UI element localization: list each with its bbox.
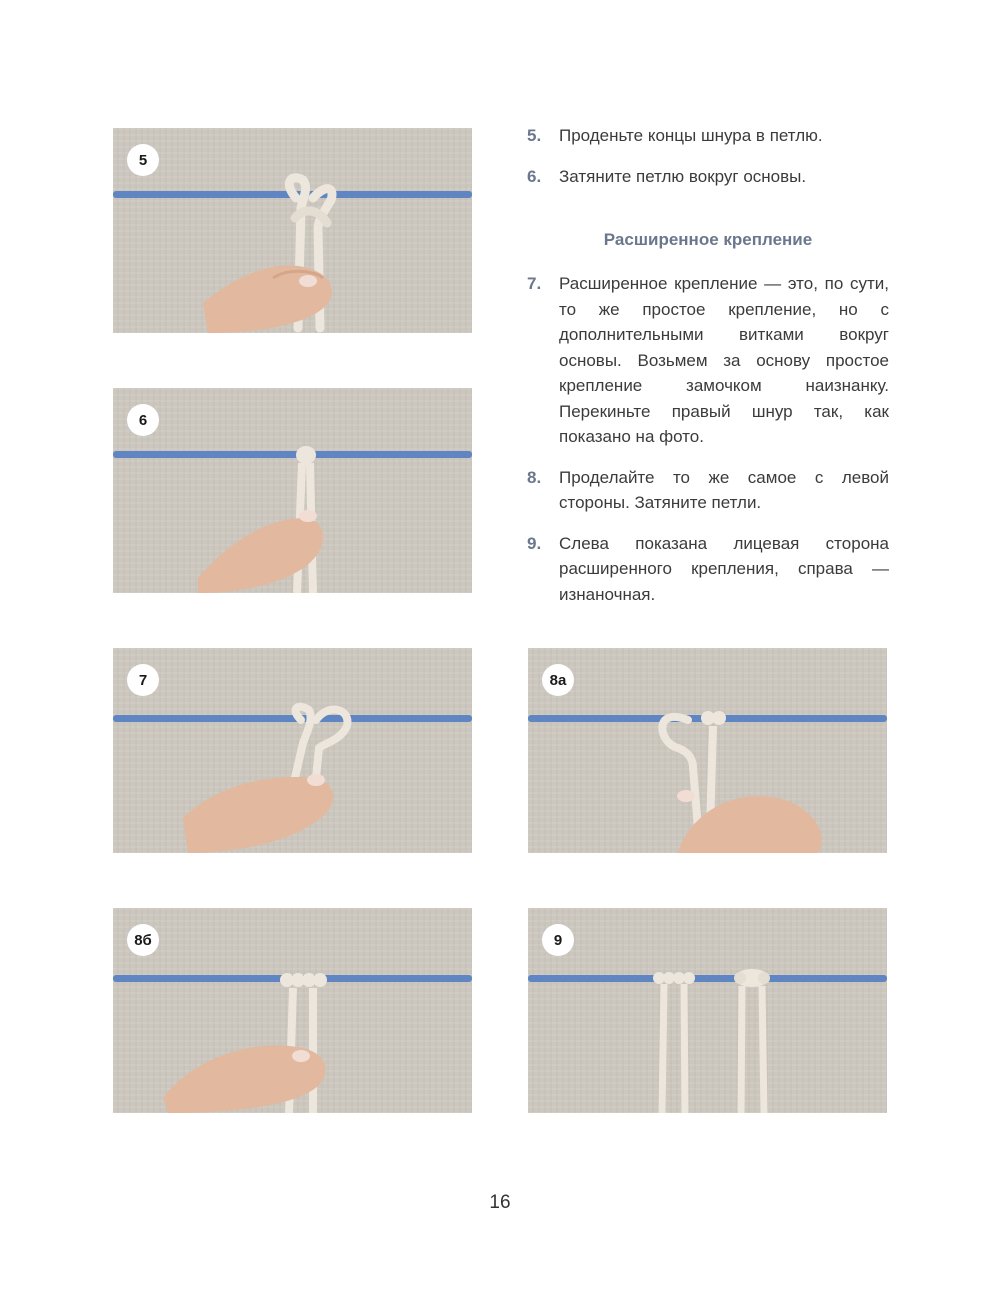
- section-title: Расширенное крепление: [603, 230, 813, 249]
- step-badge: 7: [127, 664, 159, 696]
- photo-step-9: [528, 908, 887, 1113]
- photo-image: [113, 648, 472, 853]
- photo-image: [113, 908, 472, 1113]
- page-number: 16: [489, 1192, 511, 1213]
- step-text: Расширенное крепление — это, по сути, то же простое крепление, но с дополнительными витками вокруг основы. Возьмем за основу простое крепление замочком наизнанку. Перекиньте правый шнур так, как показано на фото.: [559, 274, 889, 446]
- step-text: Проденьте концы шнура в петлю.: [559, 126, 823, 145]
- step-item: [527, 164, 889, 190]
- step-item: [527, 271, 889, 450]
- photo-step-6: [113, 388, 472, 593]
- step-item: [527, 465, 889, 516]
- step-badge: 8а: [542, 664, 574, 696]
- step-number: 5.: [527, 126, 542, 145]
- photo-step-5: [113, 128, 472, 333]
- step-badge: 6: [127, 404, 159, 436]
- step-text: Слева показана лицевая сторона расширенного крепления, справа — изнаночная.: [559, 533, 889, 604]
- step-text: Затяните петлю вокруг основы.: [559, 166, 807, 186]
- photo-step-7: [113, 648, 472, 853]
- step-badge: 5: [127, 144, 159, 176]
- photo-image: [528, 908, 887, 1113]
- step-item: [527, 123, 889, 149]
- step-number: 6.: [527, 166, 542, 186]
- photo-image: [528, 648, 887, 853]
- step-badge: 8б: [127, 924, 159, 956]
- photo-step-8a: [528, 648, 887, 853]
- photo-image: [113, 128, 472, 333]
- step-number: 9.: [527, 533, 542, 553]
- step-item: [527, 531, 889, 608]
- steps-top: [527, 123, 889, 189]
- step-number: 7.: [527, 274, 542, 293]
- step-badge: 9: [542, 924, 574, 956]
- steps-bottom: [527, 271, 889, 607]
- photo-image: [113, 388, 472, 593]
- step-text: Проделайте то же самое с левой стороны. Затяните петли.: [559, 467, 889, 512]
- step-number: 8.: [527, 467, 542, 487]
- photo-step-8b: [113, 908, 472, 1113]
